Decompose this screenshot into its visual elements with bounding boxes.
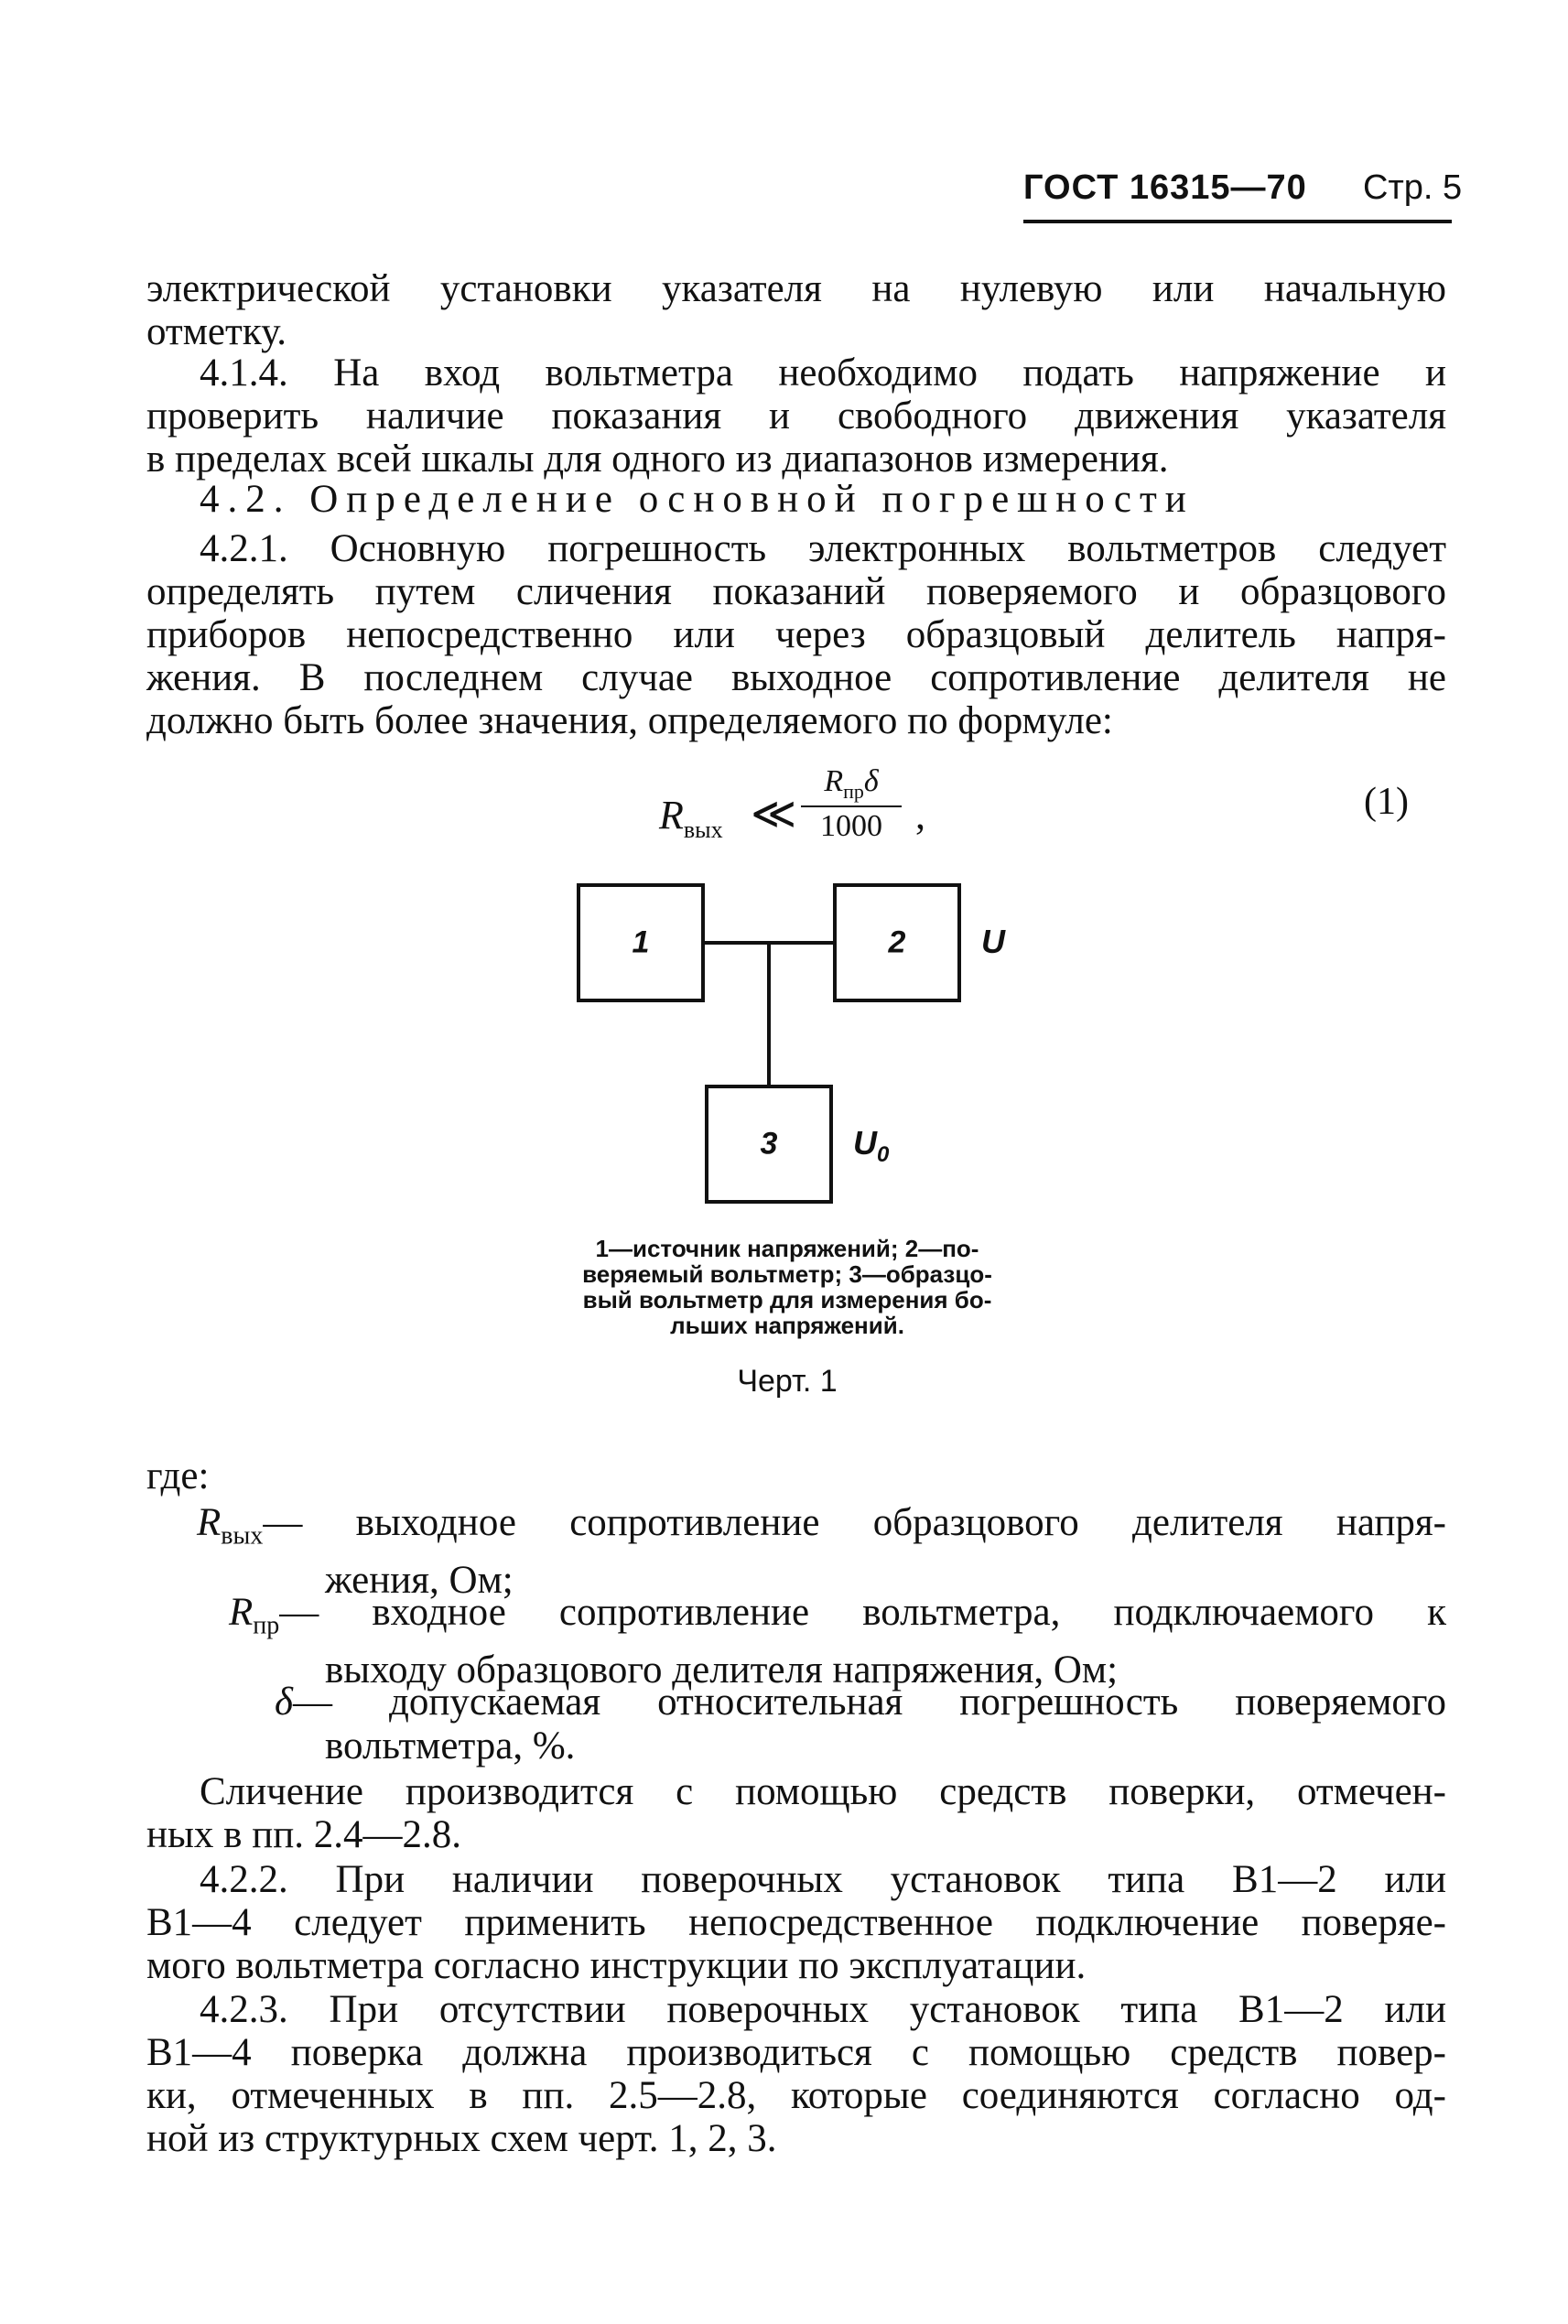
text-line: 4.2.2. При наличии поверочных установок типа В1—2 или	[200, 1858, 1446, 1901]
figure-name: Черт. 1	[737, 1364, 838, 1399]
block-diagram	[568, 870, 1025, 1199]
standard-number: ГОСТ 16315—70	[1023, 168, 1307, 207]
text-line: в пределах всей шкалы для одного из диапазонов измерения.	[146, 438, 1169, 481]
paragraph-4-2-2	[146, 1858, 1446, 1987]
definition-r-in: $R_{пр}—$ входное сопротивление вольтметра, подключаемого к выходу образцового делителя напряжения, Ом;	[229, 1591, 1446, 1692]
text-line: В1—4 поверка должна производиться с помощью средств повер-	[146, 2031, 1446, 2074]
section-title-wrap	[146, 478, 1446, 521]
formula-1	[641, 764, 1025, 856]
formula-relation: ≪	[751, 790, 797, 838]
text-line: ки, отмеченных в пп. 2.5—2.8, которые соединяются согласно од-	[146, 2074, 1446, 2117]
block-tested-voltmeter	[833, 883, 961, 1002]
definition-delta: δ— допускаемая относительная погрешность поверяемого вольтметра, %.	[275, 1681, 1446, 1767]
text-line: ной из структурных схем черт. 1, 2, 3.	[146, 2117, 777, 2160]
text-line: приборов непосредственно или через образцовый делитель напря-	[146, 613, 1446, 656]
text-line: отметку.	[146, 310, 287, 353]
formula-numerator: $R_{пр}\delta$	[824, 764, 879, 803]
formula-comma: ,	[915, 793, 925, 838]
symbol-delta: δ	[275, 1681, 293, 1724]
block-label: 2	[888, 924, 906, 960]
formula-fraction	[801, 764, 902, 844]
text-line: должно быть более значения, определяемого по формуле:	[146, 699, 1113, 742]
text-line: мого вольтметра согласно инструкции по эксплуатации.	[146, 1944, 1087, 1987]
caption-line: вый вольтметр для измерения бо-	[582, 1286, 992, 1313]
paragraph-4-1-4	[146, 351, 1446, 481]
text-line: 4.1.4. На вход вольтметра необходимо подать напряжение и	[200, 351, 1446, 395]
formula-denominator: 1000	[820, 808, 882, 843]
definition-continuation: жения, Ом;	[325, 1558, 514, 1602]
page-header	[1023, 168, 1463, 208]
definition-continuation: вольтметра, %.	[325, 1724, 576, 1767]
caption-line: 1—источник напряжений; 2—по-	[595, 1235, 979, 1262]
page-number: Стр. 5	[1362, 168, 1463, 207]
formula-lhs: $R_{вых}$	[659, 793, 723, 843]
block-voltage-source	[577, 883, 705, 1002]
block-reference-voltmeter	[705, 1085, 833, 1204]
caption-line: веряемый вольтметр; 3—образцо-	[582, 1260, 992, 1288]
block-label: 1	[632, 924, 650, 960]
text-line: ных в пп. 2.4—2.8.	[146, 1813, 461, 1856]
equation-number: (1)	[1364, 781, 1409, 823]
paragraph-comparison	[146, 1770, 1446, 1856]
fraction-bar	[801, 805, 902, 807]
paragraph-4-2-1	[146, 527, 1446, 742]
symbol-r-out: $R_{вых}$	[197, 1501, 264, 1551]
text-line: 4.2.1. Основную погрешность электронных вольтметров следует	[200, 527, 1446, 570]
symbol-r-in: $R_{пр}$	[229, 1591, 280, 1640]
definition-continuation: выходу образцового делителя напряжения, Ом;	[325, 1648, 1119, 1692]
where-label: где:	[146, 1454, 210, 1497]
section-title: 4.2. Определение основной погрешности	[200, 478, 1195, 521]
paragraph-continuation	[146, 267, 1446, 353]
text-line: В1—4 следует применить непосредственное подключение поверяе-	[146, 1901, 1446, 1944]
wire-vertical	[767, 943, 771, 1085]
text-line: проверить наличие показания и свободного движения указателя	[146, 395, 1446, 438]
text-line: Сличение производится с помощью средств поверки, отмечен-	[200, 1770, 1446, 1813]
caption-line: льших напряжений.	[670, 1312, 904, 1339]
text-line: 4.2.3. При отсутствии поверочных установок типа В1—2 или	[200, 1988, 1446, 2031]
header-rule	[1023, 220, 1452, 223]
definition-r-out: $R_{вых}—$ выходное сопротивление образцового делителя напря- жения, Ом;	[197, 1501, 1446, 1602]
voltage-label-u: U	[981, 923, 1005, 960]
text-line: электрической установки указателя на нулевую или начальную	[146, 267, 1446, 310]
figure-caption	[549, 1236, 1025, 1338]
text-line: жения. В последнем случае выходное сопротивление делителя не	[146, 656, 1446, 699]
block-label: 3	[760, 1126, 778, 1162]
voltage-label-u0: $U_0$	[853, 1124, 890, 1168]
paragraph-4-2-3	[146, 1988, 1446, 2160]
text-line: определять путем сличения показаний поверяемого и образцового	[146, 570, 1446, 613]
